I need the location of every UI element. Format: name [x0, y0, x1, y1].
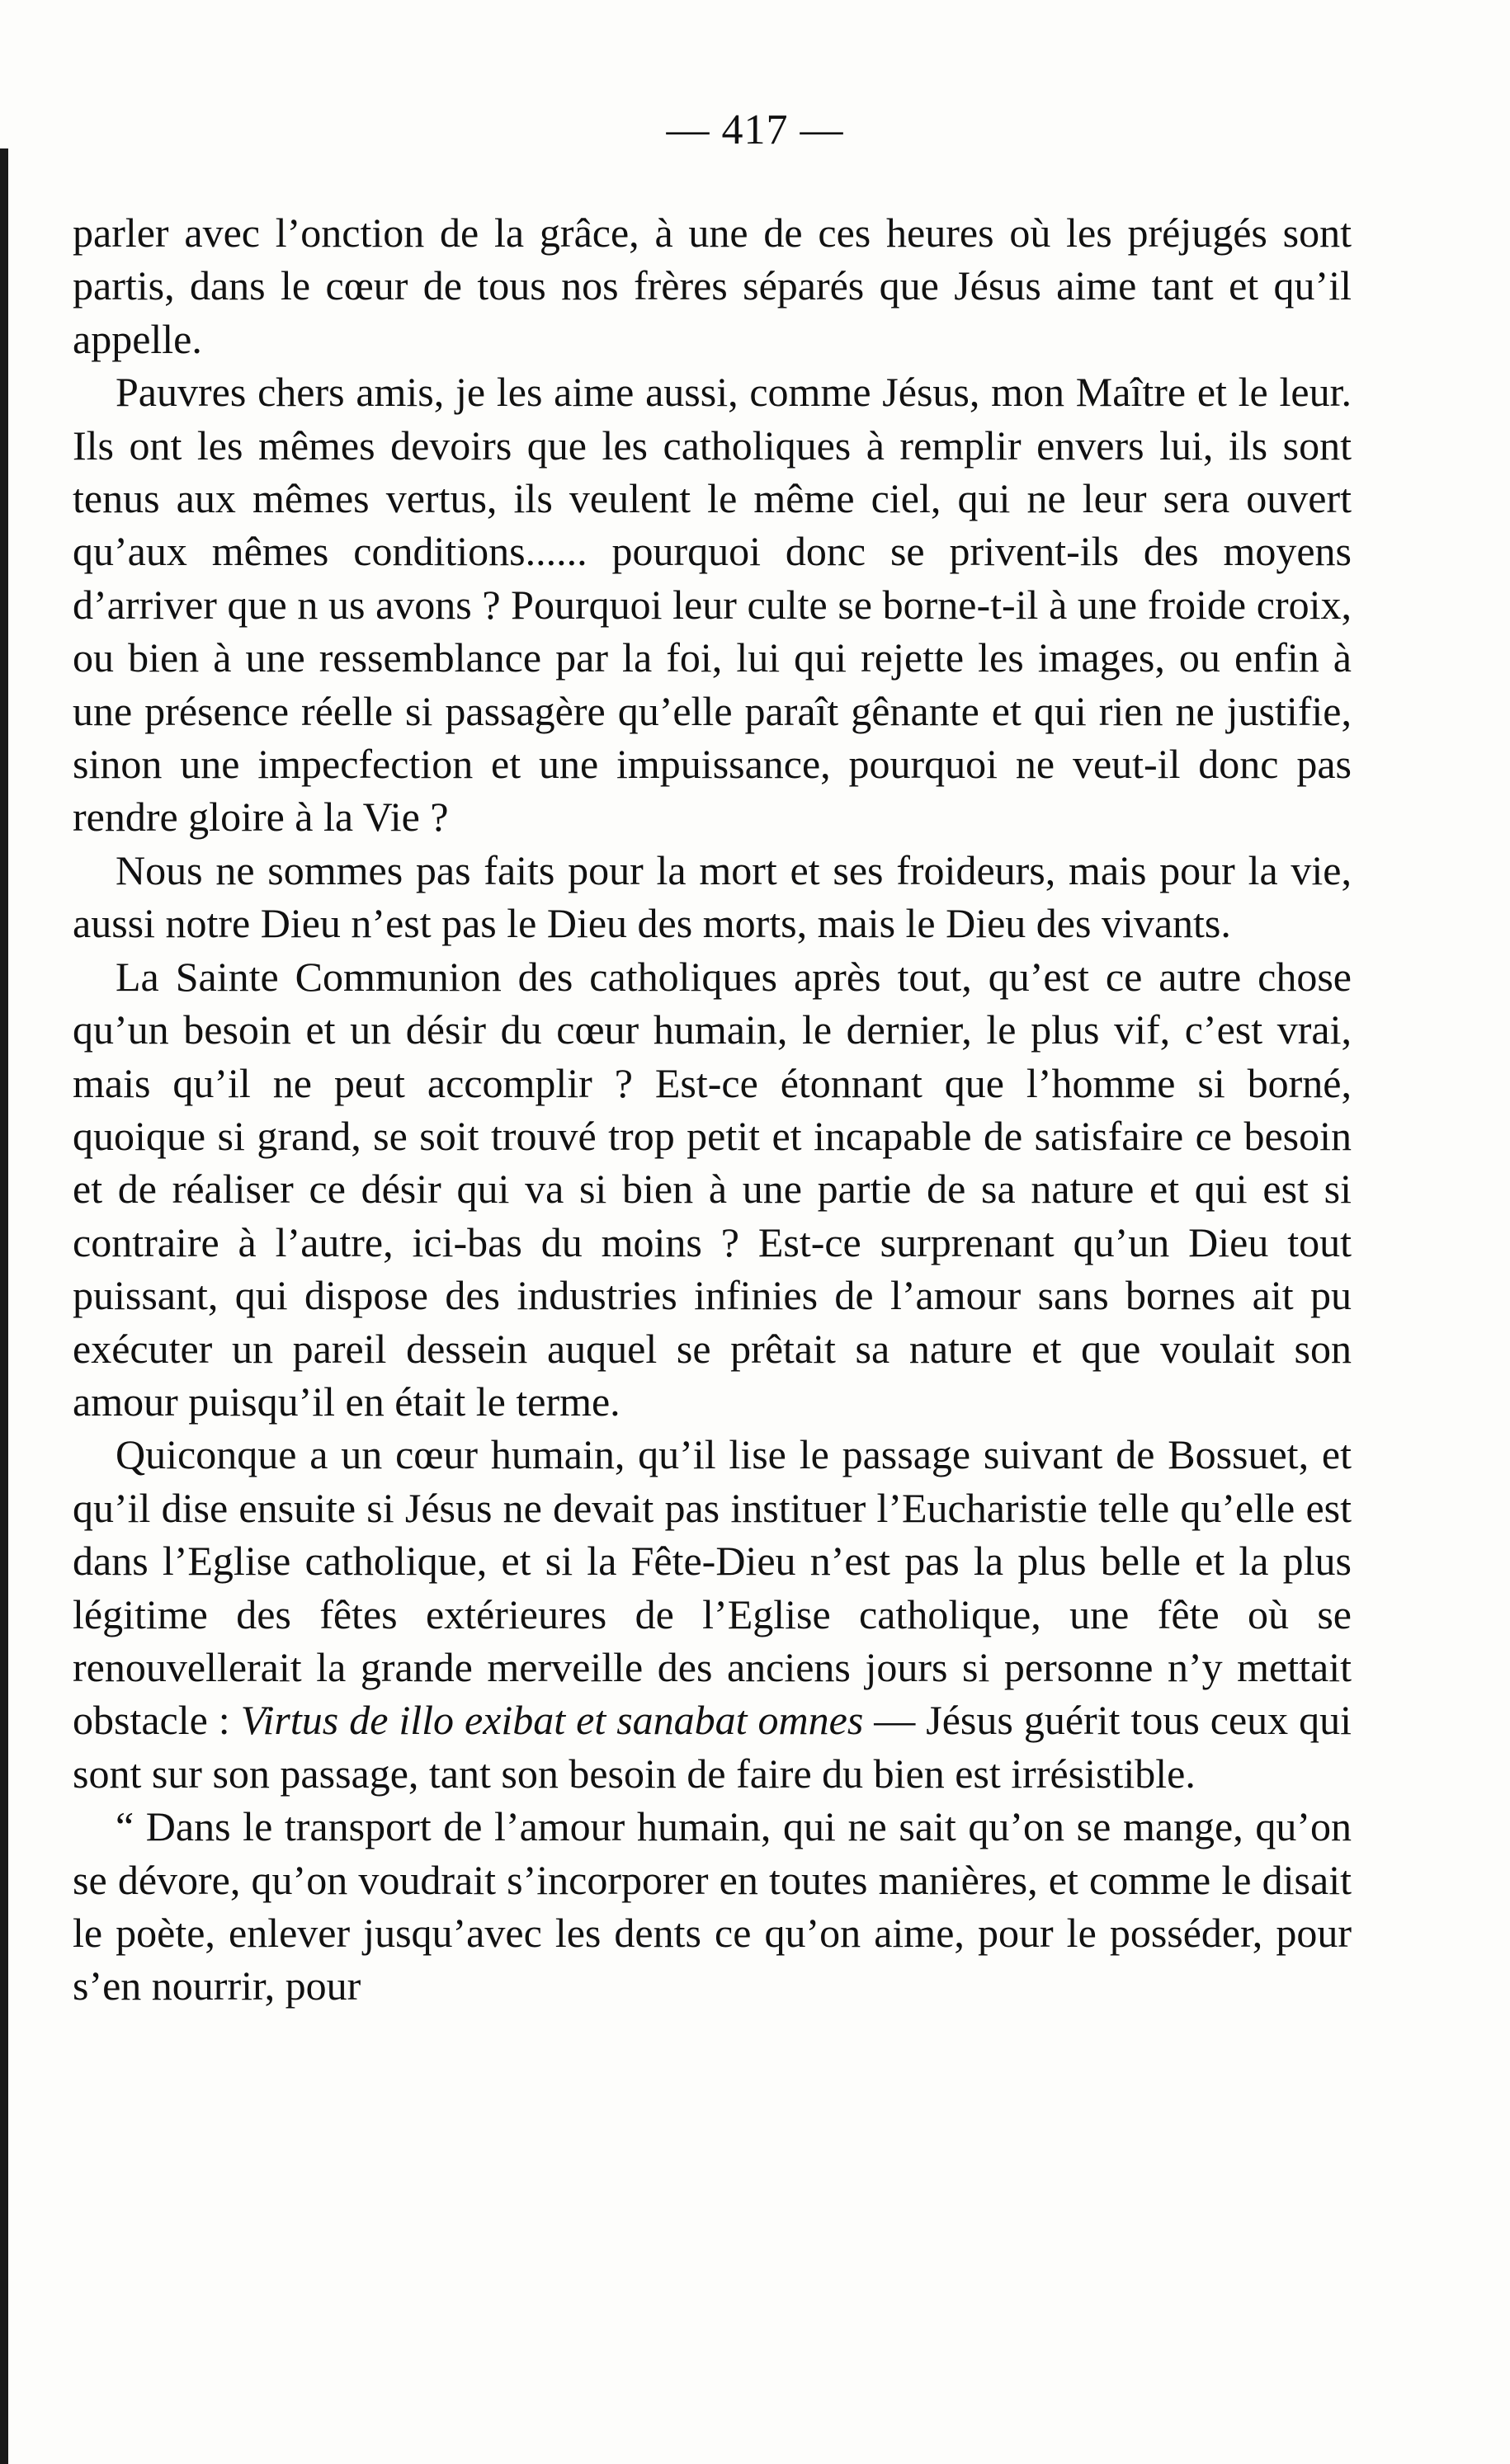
paragraph-6: “ Dans le transport de l’amour humain, qui ne sait qu’on se mange, qu’on se dévore, qu’on voudrait s’incorporer en toutes manières, et comme le disait le poète, enlever jusqu’avec les dents ce qu’on aime, pour le posséder, pour s’en nourrir, pour [73, 1803, 1352, 2009]
paragraph-3: Nous ne sommes pas faits pour la mort et ses froideurs, mais pour la vie, aussi notre Dieu n’est pas le Dieu des morts, mais le Dieu des vivants. [73, 846, 1352, 947]
paragraph-5-tail: — Jésus guérit tous ceux qui sont sur son passage, tant son besoin de faire du bien est irrésistible. [73, 1697, 1352, 1797]
paragraph-5 [73, 1428, 1352, 1800]
binding-edge [0, 148, 8, 2464]
paragraph-2: Pauvres chers amis, je les aime aussi, comme Jésus, mon Maître et le leur. Ils ont les mêmes devoirs que les catholiques à remplir envers lui, ils sont tenus aux mêmes vertus, ils veulent le même ciel, qui ne leur sera ouvert qu’aux mêmes conditions...... pourquoi donc se privent-ils des moyens d’arriver que n us avons ? Pourquoi leur culte se borne-t-il à une froide croix, ou bien à une ressemblance par la foi, lui qui rejette les images, ou enfin à une présence réelle si passagère qu’elle paraît gênante et qui rien ne justifie, sinon une impecfection et une impuissance, pourquoi ne veut-il donc pas rendre gloire à la Vie ? [73, 369, 1352, 841]
paragraph-4: La Sainte Communion des catholiques après tout, qu’est ce autre chose qu’un besoin et un désir du cœur humain, le dernier, le plus vif, c’est vrai, mais qu’il ne peut accomplir ? Est-ce étonnant que l’homme si borné, quoique si grand, se soit trouvé trop petit et incapable de satisfaire ce besoin et de réaliser ce désir qui va si bien à une partie de sa nature et qui est si contraire à l’autre, ici-bas du moins ? Est-ce surprenant qu’un Dieu tout puissant, qui dispose des industries infinies de l’amour sans bornes ait pu exécuter un pareil dessein auquel se prêtait sa nature et que voulait son amour puisqu’il en était le terme. [73, 953, 1352, 1425]
paragraph-5-text: Quiconque a un cœur humain, qu’il lise le passage suivant de Bossuet, et qu’il dise ensuite si Jésus ne devait pas instituer l’Eucharistie telle qu’elle est dans l’Eglise catholique, et si la Fête-Dieu n’est pas la plus belle et la plus légitime des fêtes extérieures de l’Eglise catholique, une fête où se renouvellerait la grande merveille des anciens jours si personne n’y mettait obstacle : [73, 1431, 1352, 1744]
body-text [73, 206, 1352, 2013]
latin-quote: Virtus de illo exibat et sanabat omnes [240, 1697, 864, 1744]
paragraph-1: parler avec l’onction de la grâce, à une de ces heures où les préjugés sont partis, dans le cœur de tous nos frères séparés que Jésus aime tant et qu’il appelle. [73, 210, 1352, 362]
page-number: — 417 — [666, 106, 844, 153]
